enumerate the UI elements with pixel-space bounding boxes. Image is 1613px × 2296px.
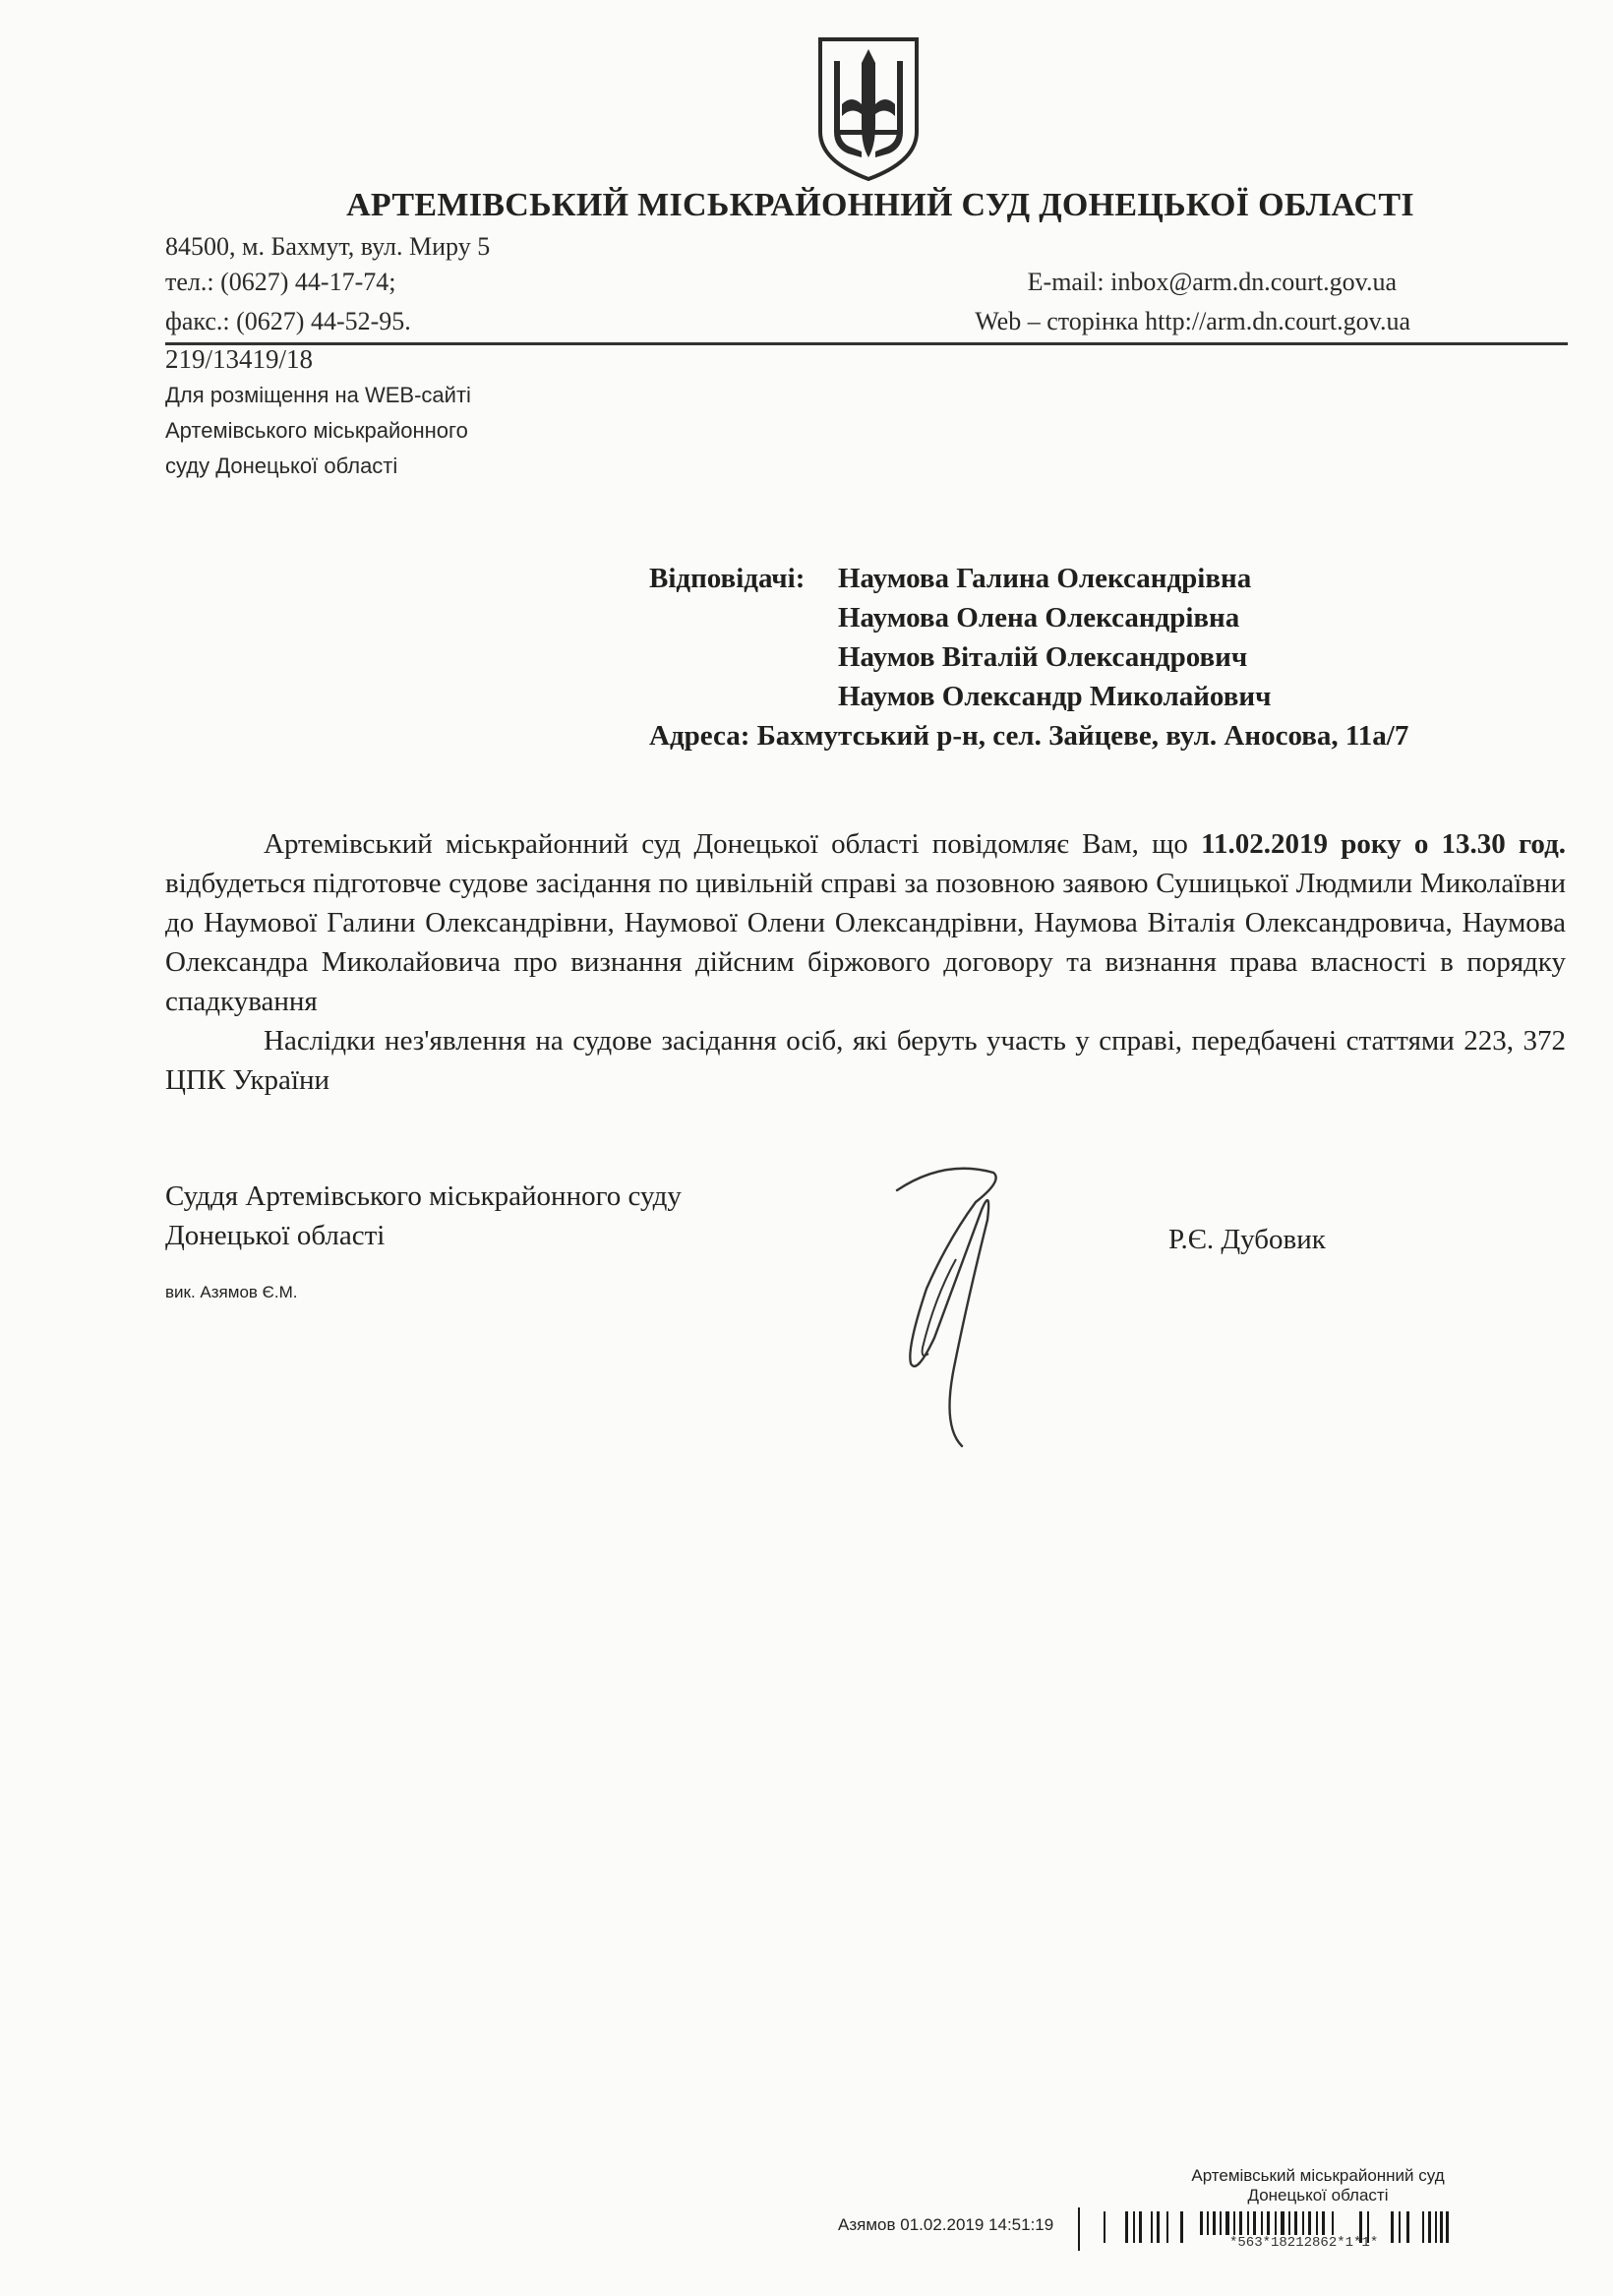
judge-name: Р.Є. Дубовик — [1168, 1224, 1326, 1255]
notice-body — [165, 824, 1566, 1100]
address-label: Адреса: — [649, 720, 750, 752]
notice-paragraph — [165, 824, 1566, 1021]
court-address: 84500, м. Бахмут, вул. Миру 5 — [165, 232, 491, 261]
notice-text: Артемівський міськрайонний суд Донецької області повідомляє Вам, що — [264, 828, 1202, 860]
respondent-name: Наумов Віталій Олександрович — [838, 641, 1248, 673]
respondent-name: Наумов Олександр Миколайович — [838, 681, 1272, 712]
executor: вик. Азямов Є.М. — [165, 1283, 298, 1301]
court-title: АРТЕМІВСЬКИЙ МІСЬКРАЙОННИЙ СУД ДОНЕЦЬКОЇ ОБЛАСТІ — [346, 187, 1414, 223]
court-email: E-mail: inbox@arm.dn.court.gov.ua — [1027, 268, 1397, 296]
publication-note-line: суду Донецької області — [165, 453, 398, 478]
publication-note-line: Для розміщення на WEB-сайті — [165, 383, 471, 407]
trident-emblem-icon — [812, 35, 925, 183]
respondents-label: Відповідачі: — [649, 563, 806, 594]
court-fax: факс.: (0627) 44-52-95. — [165, 307, 411, 335]
handwritten-signature — [866, 1151, 1043, 1456]
notice-text: відбудеться підготовче судове засідання по цивільній справі за позовною заявою Сушицької Людмили Миколаївни до Наумової Галини Олександрівни, Наумової Олени Олександрівни, Наумова Віталія Олександровича, Наумова Олександра Миколайовича про визнання дійсним біржового договору та визнання права власності в порядку спадкування — [165, 868, 1566, 1017]
hearing-datetime: 11.02.2019 року о 13.30 год. — [1201, 828, 1566, 860]
barcode-caption: *563*18212862*1*1* — [1229, 2235, 1379, 2251]
registry-court-line: Артемівський міськрайонний суд — [1191, 2166, 1445, 2185]
publication-note — [165, 378, 471, 484]
court-web: Web – сторінка http://arm.dn.court.gov.ua — [975, 307, 1410, 335]
publication-note-line: Артемівського міськрайонного — [165, 418, 468, 443]
respondent-address — [649, 716, 1408, 755]
header-divider — [165, 342, 1568, 345]
respondent-name: Наумова Галина Олександрівна — [838, 563, 1252, 594]
consequences-paragraph: Наслідки нез'явлення на судове засідання осіб, які беруть участь у справі, передбачені статтями 223, 372 ЦПК України — [165, 1025, 1566, 1096]
registry-court-line: Донецької області — [1247, 2186, 1389, 2205]
judge-title-line: Суддя Артемівського міськрайонного суду — [165, 1180, 682, 1212]
court-phone: тел.: (0627) 44-17-74; — [165, 268, 396, 296]
case-number: 219/13419/18 — [165, 344, 314, 374]
respondent-name: Наумова Олена Олександрівна — [838, 602, 1240, 634]
author-timestamp: Азямов 01.02.2019 14:51:19 — [838, 2215, 1054, 2234]
address-value: Бахмутський р-н, сел. Зайцеве, вул. Аносова, 11а/7 — [756, 720, 1409, 752]
judge-title-line: Донецької області — [165, 1220, 386, 1251]
registry-court — [1170, 2166, 1465, 2205]
